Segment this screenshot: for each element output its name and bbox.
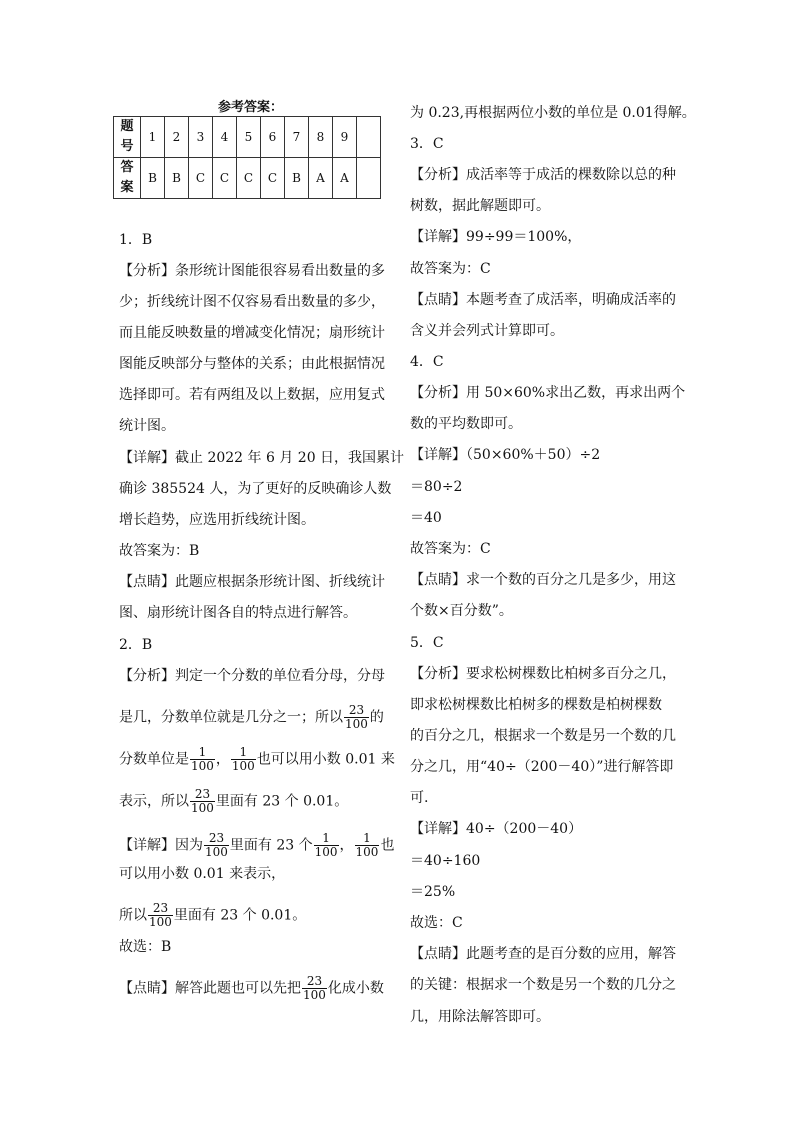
answer-cell: C	[261, 158, 285, 199]
right-line: 【分析】成活率等于成活的棵数除以总的种	[410, 167, 676, 183]
q1-detail-line: 【详解】截止 2022 年 6 月 20 日，我国累计	[119, 450, 405, 466]
fraction-1-100: $\frac{1}{100}$	[314, 831, 338, 859]
q2-note-line: 【点睛】解答此题也可以先把 $\frac{23}{100}$ 化成小数	[119, 974, 384, 1002]
answer-cell: C	[237, 158, 261, 199]
q1-answer: 故答案为：B	[119, 543, 200, 559]
number-cell: 6	[261, 117, 285, 158]
question-3-heading: 3．C	[410, 136, 444, 152]
fraction-23-100: $\frac{23}{100}$	[149, 901, 172, 929]
q2-analysis-line: 【分析】判定一个分数的单位看分母，分母	[119, 668, 385, 684]
right-line: 可.	[410, 790, 429, 806]
answer-cell: C	[213, 158, 237, 199]
q1-analysis-line: 【分析】条形统计图能很容易看出数量的多	[119, 263, 385, 279]
question-number-row	[114, 117, 381, 158]
right-line: ＝40÷160	[410, 853, 481, 869]
right-line: 数的平均数即可。	[410, 416, 522, 432]
answer-cell: C	[189, 158, 213, 199]
right-line: 【点睛】此题考查的是百分数的应用，解答	[410, 946, 676, 962]
number-cell: 4	[213, 117, 237, 158]
row-header-number: 题 号	[114, 117, 141, 158]
right-line: 个数×百分数”。	[410, 603, 513, 619]
right-line: 树数，据此解题即可。	[410, 198, 550, 214]
answer-key-title: 参考答案：	[218, 100, 284, 115]
number-cell: 3	[189, 117, 213, 158]
q1-analysis-line: 统计图。	[119, 418, 175, 434]
q2-analysis-line: 是几，分数单位就是几分之一；所以 $\frac{23}{100}$ 的	[119, 703, 384, 731]
answer-cell: B	[165, 158, 189, 199]
question-5-heading: 5．C	[410, 635, 444, 651]
q1-analysis-line: 图能反映部分与整体的关系；由此根据情况	[119, 356, 385, 372]
q1-analysis-line: 选择即可。若有两组及以上数据，应用复式	[119, 387, 385, 403]
q2-detail-line: 【详解】因为 $\frac{23}{100}$ 里面有 23 个 $\frac{1}{100}$ ， $\frac{1}{100}$ 也	[119, 831, 395, 859]
fraction-23-100: $\frac{23}{100}$	[345, 703, 368, 731]
q1-note-line: 【点睛】此题应根据条形统计图、折线统计	[119, 574, 385, 590]
q1-detail-line: 确诊 385524 人，为了更好的反映确诊人数	[119, 481, 392, 497]
fraction-1-100: $\frac{1}{100}$	[191, 745, 214, 773]
number-cell: 7	[285, 117, 309, 158]
answer-cell: A	[333, 158, 357, 199]
right-line: ＝25%	[410, 884, 456, 900]
right-line: 的百分之几，根据求一个数是另一个数的几	[410, 728, 676, 744]
question-2-heading: 2．B	[119, 637, 153, 653]
row-header-answer: 答 案	[114, 158, 141, 199]
answer-row	[114, 158, 381, 199]
number-cell: 2	[165, 117, 189, 158]
right-line: 含义并会列式计算即可。	[410, 323, 564, 339]
right-line: 【点睛】本题考查了成活率，明确成活率的	[410, 292, 676, 308]
number-cell: 8	[309, 117, 333, 158]
right-line: 即求松树棵数比柏树多的棵数是柏树棵数	[410, 697, 662, 713]
right-line: 为 0.23,再根据两位小数的单位是 0.01得解。	[410, 105, 696, 121]
answer-cell: B	[285, 158, 309, 199]
question-4-heading: 4．C	[410, 354, 444, 370]
right-line: 几，用除法解答即可。	[410, 1009, 550, 1025]
right-line: 【分析】用 50×60%求出乙数，再求出两个	[410, 385, 686, 401]
right-line: 故选：C	[410, 915, 463, 931]
number-cell: 1	[141, 117, 165, 158]
answer-cell	[357, 158, 381, 199]
q2-detail-line: 所以 $\frac{23}{100}$ 里面有 23 个 0.01。	[119, 901, 307, 929]
answer-key-table	[113, 116, 381, 199]
q1-analysis-line: 少；折线统计图不仅容易看出数量的多少，	[119, 294, 385, 310]
number-cell: 9	[333, 117, 357, 158]
q1-analysis-line: 而且能反映数量的增减变化情况；扇形统计	[119, 325, 385, 341]
right-line: ＝80÷2	[410, 479, 463, 495]
fraction-1-100: $\frac{1}{100}$	[355, 831, 379, 859]
q2-detail-line: 可以用小数 0.01 来表示，	[119, 866, 286, 882]
fraction-23-100: $\frac{23}{100}$	[303, 974, 326, 1002]
answer-cell: B	[141, 158, 165, 199]
right-line: 故答案为：C	[410, 541, 491, 557]
number-cell	[357, 117, 381, 158]
right-line: ＝40	[410, 510, 442, 526]
fraction-1-100: $\frac{1}{100}$	[231, 745, 255, 773]
q1-detail-line: 增长趋势，应选用折线统计图。	[119, 512, 315, 528]
number-cell: 5	[237, 117, 261, 158]
q2-analysis-line: 表示，所以 $\frac{23}{100}$ 里面有 23 个 0.01。	[119, 787, 349, 815]
right-line: 【点睛】求一个数的百分之几是多少，用这	[410, 572, 676, 588]
q1-note-line: 图、扇形统计图各自的特点进行解答。	[119, 605, 357, 621]
right-line: 【详解】40÷（200－40）	[410, 821, 583, 837]
right-line: 【详解】99÷99＝100%，	[410, 229, 582, 245]
right-line: 故答案为：C	[410, 261, 491, 277]
q2-analysis-line: 分数单位是 $\frac{1}{100}$ ， $\frac{1}{100}$ 也可以用小数 0.01 来	[119, 745, 395, 773]
right-line: 的关键：根据求一个数是另一个数的几分之	[410, 977, 676, 993]
q2-answer: 故选：B	[119, 939, 172, 955]
right-line: 分之几，用“40÷（200－40）”进行解答即	[410, 759, 674, 775]
question-1-heading: 1．B	[119, 232, 153, 248]
answer-cell: A	[309, 158, 333, 199]
right-line: 【详解】（50×60%＋50）÷2	[410, 447, 601, 463]
right-line: 【分析】要求松树棵数比柏树多百分之几，	[410, 666, 676, 682]
fraction-23-100: $\frac{23}{100}$	[191, 787, 214, 815]
fraction-23-100: $\frac{23}{100}$	[205, 831, 228, 859]
